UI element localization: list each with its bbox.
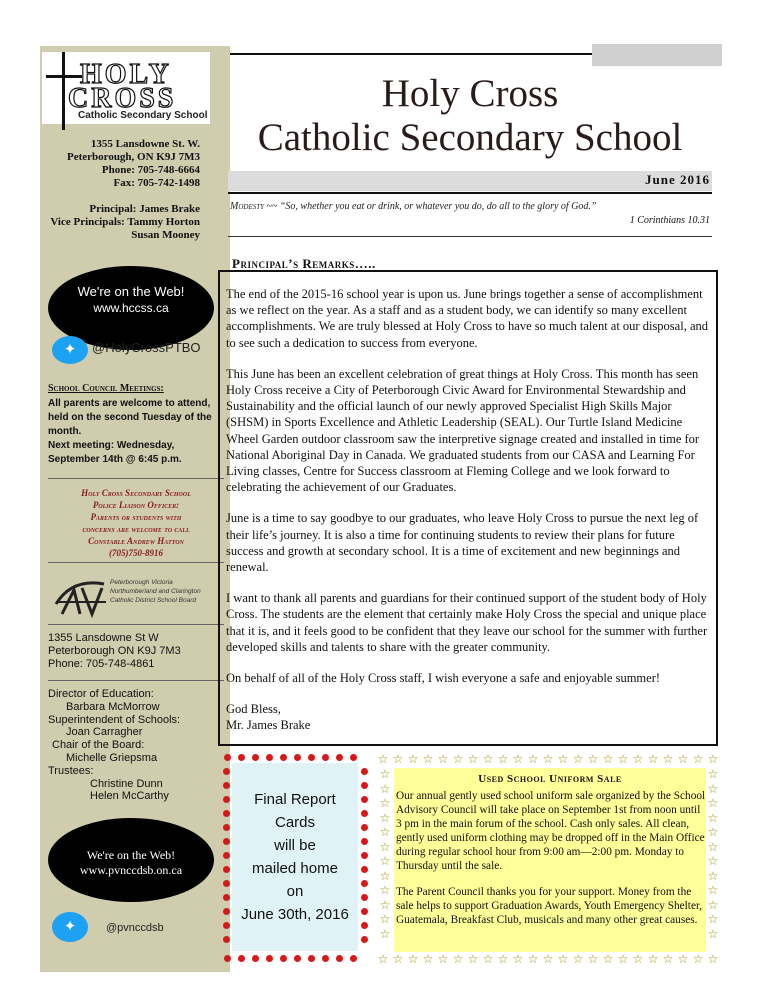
pin-dot-icon: [266, 955, 273, 962]
star-icon: ☆: [379, 883, 391, 897]
pin-dot-icon: [223, 936, 230, 943]
board-web-line: We're on the Web!: [86, 848, 176, 862]
cross-horizontal-icon: [46, 75, 82, 78]
uniform-paragraph: The Parent Council thanks you for your support. Money from the sale helps to support Graduation Awards, Youth Emergency Shelter, Guatemala, Breakfast Club, musicals and many other great causes.: [396, 886, 703, 926]
fax: Fax: 705-742-1498: [113, 177, 200, 189]
star-icon: ☆: [452, 752, 464, 766]
star-icon: ☆: [497, 952, 509, 966]
pin-dot-icon: [238, 754, 245, 761]
star-icon: ☆: [527, 752, 539, 766]
star-icon: ☆: [377, 952, 389, 966]
logo-holy: HOLY: [80, 59, 172, 90]
report-line1: Final Report: [254, 791, 336, 808]
star-icon: ☆: [602, 752, 614, 766]
pin-dot-icon: [223, 894, 230, 901]
pin-dot-icon: [350, 955, 357, 962]
star-icon: ☆: [379, 839, 391, 854]
star-icon: ☆: [677, 952, 689, 966]
cross-vertical-icon: [62, 52, 65, 130]
board-web-badge[interactable]: [48, 818, 214, 902]
star-icon: ☆: [707, 897, 719, 912]
pin-dot-icon: [322, 754, 329, 761]
principal: Principal: James Brake: [89, 203, 200, 215]
pin-dot-icon: [280, 754, 287, 761]
pin-dot-icon: [224, 754, 231, 761]
star-icon: ☆: [422, 952, 434, 966]
remarks-signature: Mr. James Brake: [226, 718, 311, 733]
star-icon: ☆: [379, 926, 391, 941]
star-icon: ☆: [587, 952, 599, 966]
pin-dot-icon: [223, 866, 230, 873]
pin-dot-icon: [361, 866, 368, 873]
star-icon: ☆: [512, 952, 524, 966]
board-address: [48, 632, 224, 671]
logo-cross: CROSS: [68, 83, 177, 114]
star-icon: ☆: [407, 752, 419, 766]
pin-dot-icon: [336, 754, 343, 761]
remarks-closing: God Bless,: [226, 702, 281, 717]
police-line2: Police Liaison Officer:: [92, 500, 180, 510]
header-rule: [230, 53, 592, 55]
star-icon: ☆: [707, 952, 719, 966]
star-icon: ☆: [707, 781, 719, 796]
director-label: Director of Education:: [48, 688, 154, 700]
pin-dot-icon: [308, 754, 315, 761]
title-line2: Catholic Secondary School: [257, 116, 683, 159]
pin-dot-icon: [361, 838, 368, 845]
address-line2: Peterborough, ON K9J 7M3: [66, 151, 200, 163]
police-line1: Holy Cross Secondary School: [81, 488, 191, 498]
star-icon: ☆: [677, 752, 689, 766]
star-icon: ☆: [379, 796, 391, 810]
star-icon: ☆: [379, 897, 391, 912]
star-icon: ☆: [379, 825, 391, 839]
star-icon: ☆: [707, 825, 719, 839]
star-icon: ☆: [617, 952, 629, 966]
star-icon: ☆: [662, 752, 674, 766]
pin-dot-icon: [294, 955, 301, 962]
pin-dot-icon: [223, 796, 230, 803]
star-icon: ☆: [379, 868, 391, 883]
board-name-1: Peterborough Victoria: [110, 579, 173, 586]
star-icon: ☆: [482, 752, 494, 766]
star-icon: ☆: [707, 767, 719, 781]
pin-dot-icon: [361, 768, 368, 775]
trustee-1: Christine Dunn: [90, 777, 163, 790]
issue-date: June 2016: [645, 172, 710, 187]
star-icon: ☆: [437, 752, 449, 766]
star-icon: ☆: [392, 752, 404, 766]
report-line3: will be: [274, 837, 316, 854]
pin-dot-icon: [252, 955, 259, 962]
board-twitter-handle[interactable]: @pvnccdsb: [106, 922, 164, 934]
pin-dot-icon: [361, 922, 368, 929]
board-name-2: Northumberland and Clarington: [110, 588, 201, 595]
pin-dot-icon: [223, 880, 230, 887]
pin-dot-icon: [361, 796, 368, 803]
header-accent-bar: [592, 44, 722, 66]
star-icon: ☆: [452, 952, 464, 966]
star-icon: ☆: [512, 752, 524, 766]
pin-dot-icon: [252, 754, 259, 761]
star-icon: ☆: [632, 952, 644, 966]
star-icon: ☆: [482, 952, 494, 966]
pin-dot-icon: [361, 936, 368, 943]
director-name: Barbara McMorrow: [66, 700, 160, 713]
star-icon: ☆: [379, 781, 391, 796]
uniform-title: Used School Uniform Sale: [478, 773, 622, 785]
board-officials: [48, 688, 224, 803]
council-body: [48, 397, 223, 467]
pin-dot-icon: [223, 768, 230, 775]
council-text: All parents are welcome to attend, held on the second Tuesday of the month.: [48, 398, 212, 437]
pin-dot-icon: [294, 754, 301, 761]
police-liaison: [48, 487, 224, 559]
police-line6: (705)750-8916: [109, 548, 163, 558]
report-line5: on: [286, 883, 304, 900]
pin-dot-icon: [350, 754, 357, 761]
remarks-paragraph: The end of the 2015-16 school year is upon us. June brings together a sense of accomplishment as we reflect on the year. As a staff and as a student body, we can identify so many excellent accomplishments. We are truly blessed at Holy Cross to have so much talent at our disposal, and to see such a dedication to success from everyone.: [226, 287, 708, 350]
uniform-paragraph: Our annual gently used school uniform sale organized by the School Advisory Council will take place on September 1st from noon until 3 pm in the main forum of the school. Cash only sales. All clean, gently used uniform clothing may be dropped off in the Main Office during regular school hour from 9:00 am—2:00 pm. Monday to Thursday until the sale.: [396, 790, 706, 872]
remarks-paragraph: This June has been an excellent celebration of great things at Holy Cross. This month has seen Holy Cross receive a City of Peterborough Civic Award for Environmental Stewardship and Sustainability and the official launch of our newly approved Specialist High Skills Major (SHSM) in Sports Excellence and Athletic Leadership (SEAL). Our Turtle Island Medicine Wheel Garden outdoor classroom saw the interpretive signage created and installed in time for National Aboriginal Day in Canada. We graduated students from our CASA and Learning For Living classes, Centre for Success classroom at Fleming College and we look forward to celebrating the achievement of our Graduates.: [226, 366, 700, 495]
board-name: [110, 578, 222, 605]
star-icon: ☆: [379, 854, 391, 868]
administration: [50, 203, 200, 242]
star-icon: ☆: [707, 883, 719, 897]
star-icon: ☆: [707, 868, 719, 883]
page-title: [226, 72, 714, 160]
star-icon: ☆: [497, 752, 509, 766]
star-icon: ☆: [617, 752, 629, 766]
pin-dot-icon: [308, 955, 315, 962]
web-line: We're on the Web!: [77, 284, 185, 299]
star-icon: ☆: [557, 752, 569, 766]
star-icon: ☆: [392, 952, 404, 966]
board-name-3: Catholic District School Board: [110, 597, 196, 604]
bird-icon: ✦: [63, 919, 77, 935]
star-icon: ☆: [422, 752, 434, 766]
pin-dot-icon: [361, 894, 368, 901]
remarks-heading: Principal’s Remarks…..: [232, 256, 376, 271]
pin-dot-icon: [322, 955, 329, 962]
uniform-body: [396, 789, 706, 939]
star-icon: ☆: [647, 752, 659, 766]
remarks-body: [226, 286, 710, 734]
twitter-handle[interactable]: @HolyCrossPTBO: [92, 340, 201, 355]
trustee-2: Helen McCarthy: [90, 790, 169, 803]
report-line4: mailed home: [252, 860, 338, 877]
pin-dot-icon: [361, 782, 368, 789]
star-icon: ☆: [692, 752, 704, 766]
quote-divider: [228, 236, 712, 237]
quote-text: ~~ “So, whether you eat or drink, or whatever you do, do all to the glory of God.”: [264, 201, 597, 212]
star-icon: ☆: [527, 952, 539, 966]
remarks-paragraph: June is a time to say goodbye to our graduates, who leave Holy Cross to pursue the next leg of their life’s journey. It is also a time for continuing students to review their plans for future success and growth at secondary school. It is a time of excitement and new beginnings and renewal.: [226, 511, 699, 575]
twitter-icon[interactable]: [52, 336, 88, 364]
pin-dot-icon: [280, 955, 287, 962]
report-card-text: [232, 788, 358, 926]
star-icon: ☆: [379, 767, 391, 781]
star-icon: ☆: [379, 912, 391, 926]
star-icon: ☆: [587, 752, 599, 766]
council-next: Next meeting: Wednesday, September 14th @ 6:45 p.m.: [48, 440, 182, 465]
title-line1: Holy Cross: [381, 72, 559, 115]
chair-name: Michelle Griepsma: [66, 751, 158, 764]
pin-dot-icon: [223, 810, 230, 817]
star-icon: ☆: [647, 952, 659, 966]
pin-dot-icon: [223, 838, 230, 845]
chair-label: Chair of the Board:: [52, 739, 145, 752]
twitter-icon[interactable]: [52, 912, 88, 942]
vice-principal-2: Susan Mooney: [131, 229, 200, 241]
star-icon: ☆: [707, 796, 719, 810]
divider: [48, 478, 224, 479]
star-icon: ☆: [572, 752, 584, 766]
quote-label: Modesty: [230, 201, 265, 212]
star-icon: ☆: [437, 952, 449, 966]
superintendent-label: Superintendent of Schools:: [48, 713, 181, 726]
pin-dot-icon: [361, 824, 368, 831]
pin-dot-icon: [224, 955, 231, 962]
board-logo-icon: [52, 574, 108, 618]
school-address: [50, 138, 200, 190]
superintendent-name: Joan Carragher: [66, 726, 143, 739]
board-addr-line2: Peterborough ON K9J 7M3: [48, 645, 181, 657]
star-icon: ☆: [632, 752, 644, 766]
report-line2: Cards: [274, 814, 315, 831]
board-web-url[interactable]: www.pvnccdsb.on.ca: [79, 863, 183, 877]
address-line1: 1355 Lansdowne St. W.: [90, 138, 200, 150]
star-icon: ☆: [692, 952, 704, 966]
star-icon: ☆: [707, 926, 719, 941]
star-icon: ☆: [602, 952, 614, 966]
quote-reference: 1 Corinthians 10.31: [629, 215, 710, 226]
pin-dot-icon: [223, 852, 230, 859]
star-icon: ☆: [542, 952, 554, 966]
board-phone: Phone: 705-748-4861: [48, 658, 155, 670]
pin-dot-icon: [223, 782, 230, 789]
star-icon: ☆: [662, 952, 674, 966]
divider: [48, 624, 224, 625]
police-line5: Constable Andrew Hatton: [88, 536, 184, 546]
police-line3: Parents or students with: [90, 512, 182, 522]
star-icon: ☆: [707, 839, 719, 854]
pin-dot-icon: [223, 908, 230, 915]
pin-dot-icon: [336, 955, 343, 962]
pin-dot-icon: [361, 852, 368, 859]
star-icon: ☆: [707, 912, 719, 926]
council-title: School Council Meetings:: [48, 383, 164, 394]
remarks-paragraph: On behalf of all of the Holy Cross staff, I wish everyone a safe and enjoyable summer!: [226, 671, 661, 686]
star-icon: ☆: [707, 752, 719, 766]
report-line6: June 30th, 2016: [241, 906, 349, 923]
pin-dot-icon: [223, 922, 230, 929]
star-icon: ☆: [707, 854, 719, 868]
pin-dot-icon: [266, 754, 273, 761]
star-icon: ☆: [557, 952, 569, 966]
remarks-paragraph: I want to thank all parents and guardians for their continued support of the student body of Holy Cross. The students are the element that certainly make Holy Cross the special and unique place that it is, and it feels good to be confident that they leave our school for the summer with further developed skills and talents to share with the greater community.: [226, 591, 708, 654]
trustees-label: Trustees:: [48, 764, 94, 777]
star-icon: ☆: [572, 952, 584, 966]
pin-dot-icon: [223, 824, 230, 831]
star-icon: ☆: [542, 752, 554, 766]
board-addr-line1: 1355 Lansdowne St W: [48, 632, 159, 644]
star-icon: ☆: [407, 952, 419, 966]
header-divider: [228, 192, 712, 194]
logo-subtitle: Catholic Secondary School: [78, 110, 208, 121]
pin-dot-icon: [361, 810, 368, 817]
star-icon: ☆: [707, 810, 719, 825]
bird-icon: ✦: [63, 342, 77, 358]
star-icon: ☆: [467, 752, 479, 766]
quote: [230, 201, 714, 212]
star-icon: ☆: [467, 952, 479, 966]
star-icon: ☆: [379, 810, 391, 825]
police-line4: concerns are welcome to call: [82, 524, 190, 534]
web-url[interactable]: www.hccss.ca: [93, 301, 169, 315]
phone: Phone: 705-748-6664: [101, 164, 200, 176]
pin-dot-icon: [238, 955, 245, 962]
star-icon: ☆: [377, 752, 389, 766]
divider: [48, 562, 224, 563]
pin-dot-icon: [361, 880, 368, 887]
vice-principals: Vice Principals: Tammy Horton: [50, 216, 200, 228]
pin-dot-icon: [361, 908, 368, 915]
divider: [48, 680, 224, 681]
